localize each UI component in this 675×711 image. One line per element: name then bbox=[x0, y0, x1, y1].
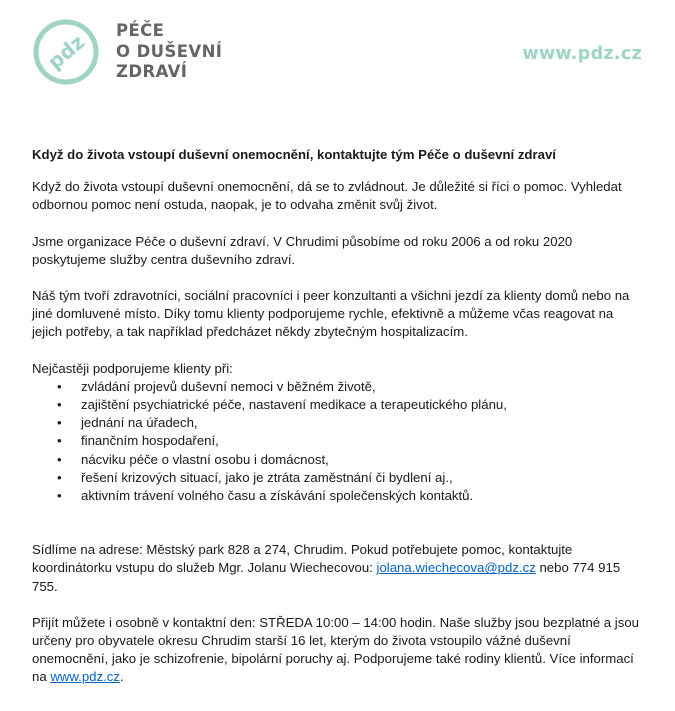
website-link[interactable]: www.pdz.cz bbox=[50, 669, 120, 685]
list-intro: Nejčastěji podporujeme klienty při: bbox=[32, 360, 233, 376]
list-item: • zajištění psychiatrické péče, nastavení medikace a terapeutického plánu, bbox=[32, 396, 642, 414]
list-item: • jednání na úřadech, bbox=[32, 414, 642, 432]
support-list bbox=[32, 378, 642, 505]
paragraph-intro: Když do života vstoupí duševní onemocnění, dá se to zvládnout. Je důležité si říci o pomoc. Vyhledat odbornou pomoc není ostuda, naopak, je to odvaha změnit svůj život. bbox=[32, 179, 622, 213]
phone-text: nebo 774 915 755. bbox=[32, 560, 621, 594]
paragraph-organization: Jsme organizace Péče o duševní zdraví. V Chrudimi působíme od roku 2006 a od roku 2020 poskytujeme služby centra duševního zdraví. bbox=[32, 233, 573, 267]
document-body bbox=[32, 146, 642, 705]
logo-mark-text: pdz bbox=[42, 29, 90, 75]
document-title: Když do života vstoupí duševní onemocnění, kontaktujte tým Péče o duševní zdraví bbox=[32, 147, 556, 162]
contact-text: Přijít můžete i osobně v kontaktní den: STŘEDA 10:00 – 14:00 hodin. Naše služby jsou bezplatné a jsou určeny pro obyvatele okresu Chrudim starší 16 let, kterým do života vstoupilo vážné duševní onemocnění, jako je schizofrenie, bipolární poruchy aj. Podporujeme také rodiny klientů. Více informací na bbox=[32, 614, 639, 685]
logo-line-3: ZDRAVÍ bbox=[116, 62, 188, 81]
list-item: • řešení krizových situací, jako je ztráta zaměstnání či bydlení aj., bbox=[32, 469, 642, 487]
paragraph-address bbox=[32, 541, 642, 596]
email-link[interactable]: jolana.wiechecova@pdz.cz bbox=[376, 560, 536, 576]
pdz-logo-icon bbox=[32, 18, 100, 86]
list-item: • zvládání projevů duševní nemoci v běžném životě, bbox=[32, 378, 642, 396]
pdz-logo bbox=[32, 18, 222, 86]
document-header bbox=[32, 18, 642, 94]
header-website: www.pdz.cz bbox=[522, 44, 642, 64]
logo-line-2: O DUŠEVNÍ bbox=[116, 41, 223, 61]
contact-end: . bbox=[119, 669, 124, 685]
logo-wordmark bbox=[116, 21, 222, 83]
list-item: • aktivním trávení volného času a získávání společenských kontaktů. bbox=[32, 487, 642, 505]
paragraph-contact bbox=[32, 614, 642, 687]
list-item: • finančním hospodaření, bbox=[32, 432, 642, 450]
address-text: Sídlíme na adrese: Městský park 828 a 274, Chrudim. Pokud potřebujete pomoc, kontaktujte koordinátorku vstupu do služeb Mgr. Jolanu Wiechecovou: bbox=[32, 542, 573, 576]
logo-line-1: PÉČE bbox=[116, 21, 165, 40]
paragraph-team: Náš tým tvoří zdravotníci, sociální pracovníci i peer konzultanti a všichni jezdí za klienty domů nebo na jiné domluvené místo. Díky tomu klienty podporujeme rychle, efektivně a můžeme včas reagovat na jejich potřeby, a tak například předcházet někdy zbytečným hospitalizacím. bbox=[32, 288, 630, 340]
list-item: • nácviku péče o vlastní osobu i domácnost, bbox=[32, 451, 642, 469]
